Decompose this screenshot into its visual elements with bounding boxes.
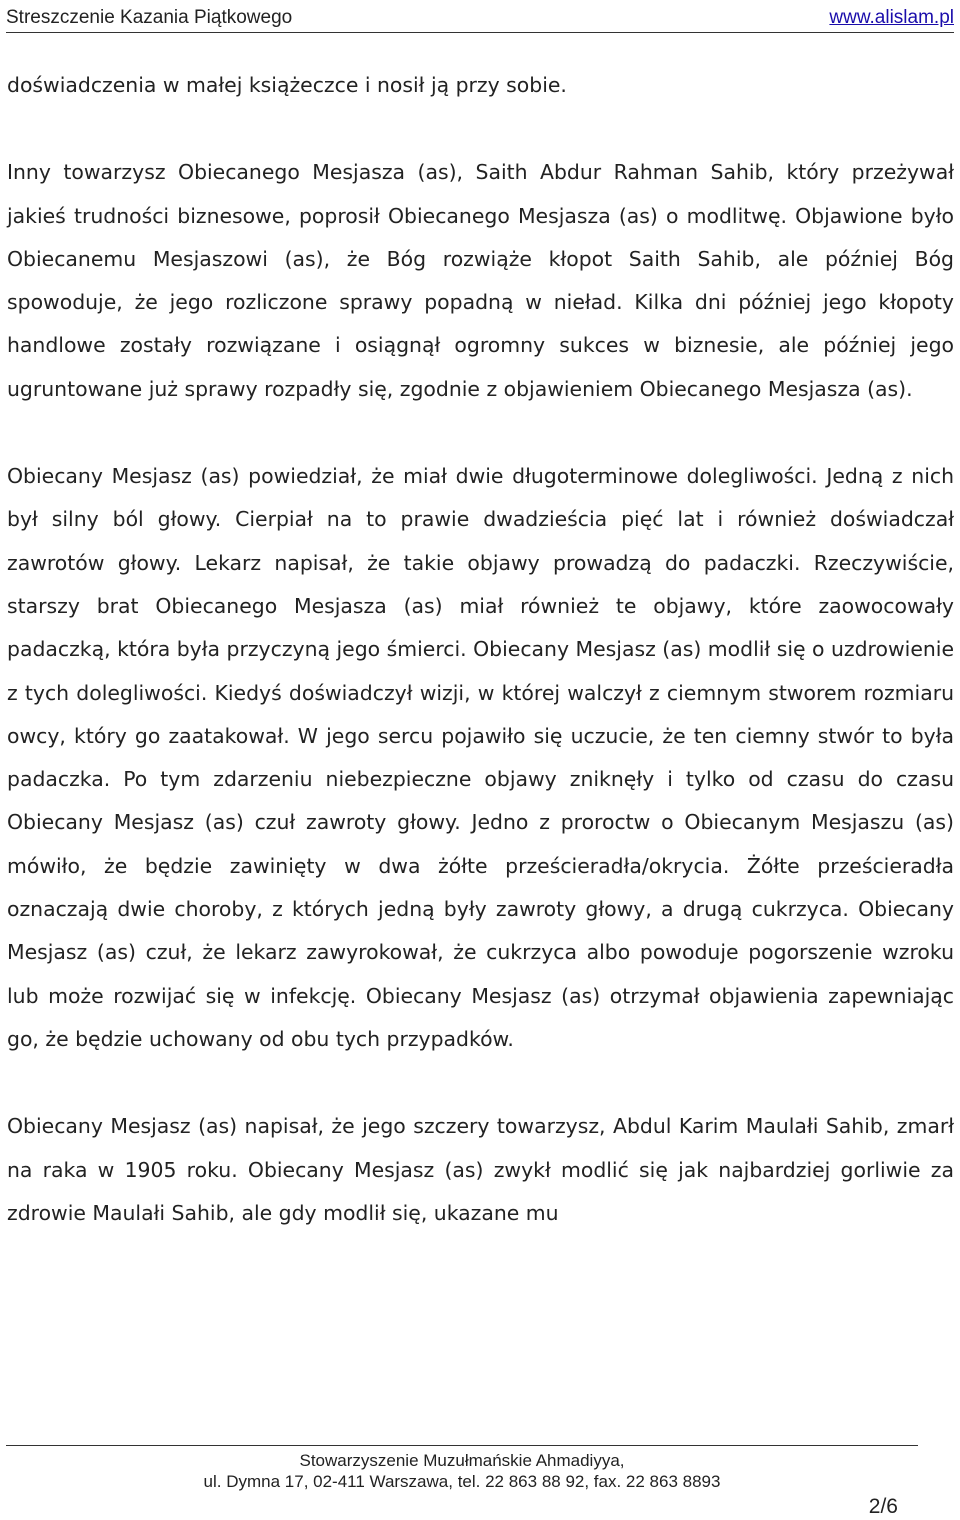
document-body <box>7 64 954 1279</box>
paragraph-2: Inny towarzysz Obiecanego Mesjasza (as), Saith Abdur Rahman Sahib, który przeżywał jakieś trudności biznesowe, poprosił Obiecanego Mesjasza (as) o modlitwę. Objawione było Obiecanemu Mesjaszowi (as), że Bóg rozwiąże kłopot Saith Sahib, ale później Bóg spowoduje, że jego rozliczone sprawy popadną w nieład. Kilka dni później jego kłopoty handlowe zostały rozwiązane i osiągnął ogromny sukces w biznesie, ale później jego ugruntowane już sprawy rozpadły się, zgodnie z objawieniem Obiecanego Mesjasza (as). <box>7 160 954 401</box>
page-number: 2/6 <box>868 1495 898 1518</box>
paragraph-4: Obiecany Mesjasz (as) napisał, że jego szczery towarzysz, Abdul Karim Maulałi Sahib, zmarł na raka w 1905 roku. Obiecany Mesjasz (as) zwykł modlić się jak najbardziej gorliwie za zdrowie Maulałi Sahib, ale gdy modlił się, ukazane mu <box>7 1114 954 1225</box>
document-title: Streszczenie Kazania Piątkowego <box>6 7 293 28</box>
page-header <box>6 4 954 33</box>
footer-organization: Stowarzyszenie Muzułmańskie Ahmadiyya, <box>299 1451 625 1470</box>
footer-address: ul. Dymna 17, 02-411 Warszawa, tel. 22 863 88 92, fax. 22 863 8893 <box>203 1472 721 1491</box>
website-link[interactable]: www.alislam.pl <box>829 7 954 28</box>
page-footer <box>6 1445 954 1520</box>
footer-divider <box>6 1445 918 1446</box>
paragraph-1: doświadczenia w małej książeczce i nosił ją przy sobie. <box>7 73 567 97</box>
paragraph-3: Obiecany Mesjasz (as) powiedział, że miał dwie długoterminowe dolegliwości. Jedną z nich był silny ból głowy. Cierpiał na to prawie dwadzieścia pięć lat i również doświadczał zawrotów głowy. Lekarz napisał, że takie objawy prowadzą do padaczki. Rzeczywiście, starszy brat Obiecanego Mesjasza (as) miał również te objawy, które zaowocowały padaczką, która była przyczyną jego śmierci. Obiecany Mesjasz (as) modlił się o uzdrowienie z tych dolegliwości. Kiedyś doświadczył wizji, w której walczył z ciemnym stworem rozmiaru owcy, który go zaatakował. W jego sercu pojawiło się uczucie, że ten ciemny stwór to była padaczka. Po tym zdarzeniu niebezpieczne objawy zniknęły i tylko od czasu do czasu Obiecany Mesjasz (as) czuł zawroty głowy. Jedno z proroctw o Obiecanym Mesjaszu (as) mówiło, że będzie zawinięty w dwa żółte prześcieradła/okrycia. Żółte prześcieradła oznaczają dwie choroby, z których jedną były zawroty głowy, a drugą cukrzyca. Obiecany Mesjasz (as) czuł, że lekarz zawyrokował, że cukrzyca albo powoduje pogorszenie wzroku lub może rozwijać się w infekcję. Obiecany Mesjasz (as) otrzymał objawienia zapewniając go, że będzie uchowany od obu tych przypadków. <box>7 464 954 1051</box>
